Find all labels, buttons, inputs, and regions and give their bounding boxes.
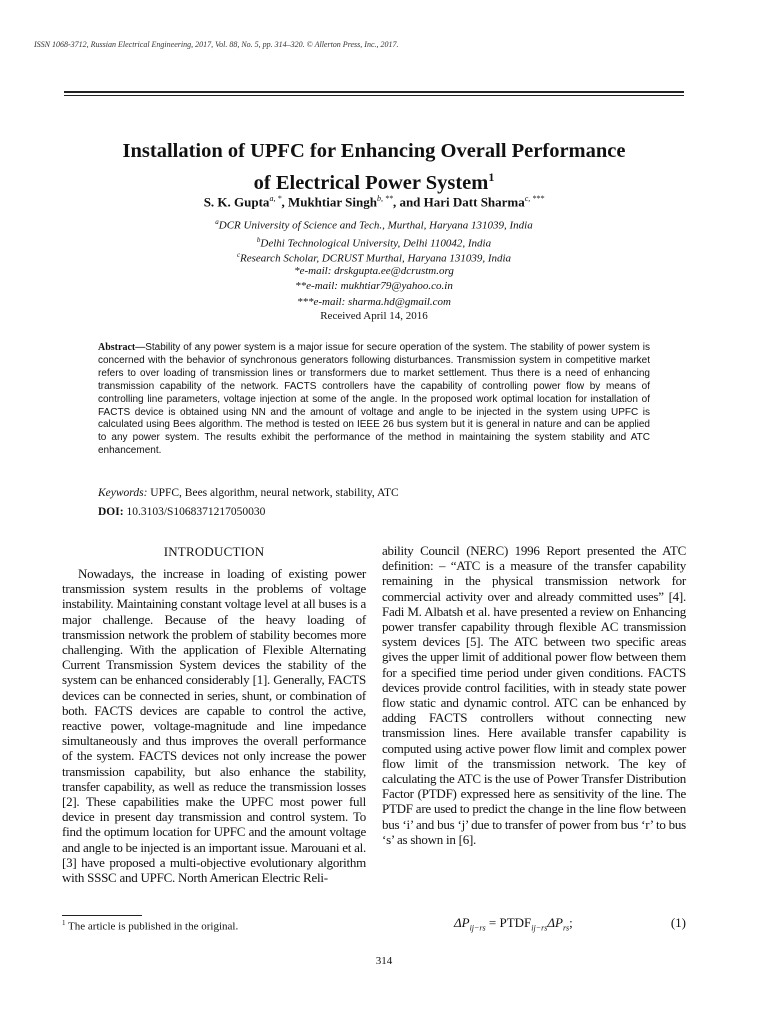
header-rule [64,91,684,93]
footnote-mark: 1 [62,919,66,927]
doi-label: DOI: [98,506,124,518]
author-1-mark: a, * [269,194,282,203]
received-date: Received April 14, 2016 [320,310,428,322]
author-3-mark: c, *** [524,194,545,203]
abstract [98,342,650,458]
eq-sub-2: ij−rs [531,923,548,933]
affiliation-c-mark: c [236,251,241,259]
equation-expression [454,915,573,933]
left-column [62,566,366,885]
keywords [98,487,658,499]
page-number: 314 [375,955,393,967]
author-3: , and Hari Datt Sharma [392,194,525,210]
footnote [62,919,362,933]
affiliation-a [64,215,684,234]
eq-equals-ptdf: = PTDF [485,915,532,930]
affiliation-a-mark: a [215,218,219,226]
journal-issn-line: ISSN 1068-3712, Russian Electrical Engineering, 2017, Vol. 88, No. 5, pp. 314–320. © Allerton Press, Inc., 2017. [34,40,399,49]
email-3: ***e-mail: sharma.hd@gmail.com [296,296,452,308]
email-1: *e-mail: drskgupta.ee@dcrustm.org [294,265,454,277]
eq-delta-p: ΔP [454,915,470,930]
affiliation-c-text: Research Scholar, DCRUST Murthal, Haryana 131039, India [240,252,512,265]
abstract-label: Abstract— [98,342,146,353]
affiliation-a-text: DCR University of Science and Tech., Murthal, Haryana 131039, India [218,219,533,232]
author-1: S. K. Gupta [203,194,270,210]
intro-paragraph-right: ability Council (NERC) 1996 Report presented the ATC definition: – “ATC is a measure of the transfer capability remaining in the physical transmission network for commercial activity over and already committed uses” [4]. Fadi M. Albatsh et al. have presented a review on Enhancing power transfer capability through flexible AC transmission system devices [5]. The ATC between two specific areas gives the upper limit of additional power flow between them for a specified time period under given conditions. FACTS devices provide control facilities, with in steady state power flow static and dynamic control. ATC can be enhanced by adding FACTS controllers without connecting new transmission lines. Here available transfer capability is computed using active power flow limit and complex power flow limit of the transmission network. The key of calculating the ATC is the use of Power Transfer Distribution Factor (PTDF) expressed here as sensitivity of the line. The PTDF are used to predict the change in the line flow between bus ‘i’ and bus ‘j’ due to transfer of power from bus ‘r’ to bus ‘s’ as shown in [6]. [382,543,686,847]
footnote-rule [62,915,142,916]
author-2: , Mukhtiar Singh [281,194,377,210]
email-2: **e-mail: mukhtiar79@yahoo.co.in [295,280,453,292]
eq-tail: ; [569,915,573,930]
title-line-1: Installation of UPFC for Enhancing Overall Performance [122,140,626,162]
intro-paragraph-left: Nowadays, the increase in loading of existing power transmission system results in the problems of voltage instability. Maintaining constant voltage level at all buses is a major challenge. Because of the heavy loading of transmission network the problem of stability becomes more challenging. With the application of Flexible Alternating Current Transmission System devices the stability of the system can be enhanced considerably [1]. Generally, FACTS devices can be connected in series, shunt, or combination of both. FACTS devices are capable to control the active, reactive power, voltage-magnitude and line impedance simultaneously and thus improves the overall performance of the system. FACTS devices not only increase the power transmission capability, but also enhance the stability, transfer capability, as well as reduce the transmission losses [2]. These capabilities make the UPFC most power full device in present day transmission and control system. To find the optimum location for UPFC and the amount voltage and angle to be injected is an important issue. Marouani et al. [3] have proposed a multi-objective evolutionary algorithm with SSSC and UPFC. North American Electric Reli- [62,566,366,886]
eq-sub-3: rs [562,923,570,933]
author-2-mark: b, ** [376,194,393,203]
footnote-text: The article is published in the original. [65,920,239,933]
header-rule-thin [64,95,684,96]
doi-text: 10.3103/S1068371217050030 [123,506,266,518]
keywords-text: UPFC, Bees algorithm, neural network, stability, ATC [147,487,399,499]
title-line-2: of Electrical Power System [253,171,489,194]
eq-sub-1: ij−rs [469,923,486,933]
keywords-label: Keywords: [98,487,148,499]
affiliation-b-text: Delhi Technological University, Delhi 110042, India [260,237,492,250]
eq-delta-p-2: ΔP [547,915,563,930]
equation-number: (1) [670,915,686,930]
abstract-text: Stability of any power system is a major issue for secure operation of the system. The stability of power system is concerned with the behavior of synchronous generators following disturbances. Transmission system in competitive market refers to over loading of transmission lines or transformers due to market settlement. Thus there is a need of enhancing transmission capability of the network. FACTS controllers have the capability of controlling power flow by means of controlling line parameters, voltage injection at some of the angle. In the proposed work optimal location for installation of FACTS device is obtained using NN and the amount of voltage and angle to be injected in the system using UPFC is calculated using Bees algorithm. The method is tested on IEEE 26 bus system but it is general in nature and can be applied to any power system. The results exhibit the performance of the method in maintaining the system stability and ATC enhancement. [98,342,650,457]
affiliation-b-mark: b [256,236,261,244]
right-column [382,543,686,847]
section-heading-introduction: INTRODUCTION [163,544,265,559]
paper-title [64,138,684,196]
doi [98,506,658,518]
author-list [64,194,684,210]
title-footnote-mark: 1 [488,170,495,184]
